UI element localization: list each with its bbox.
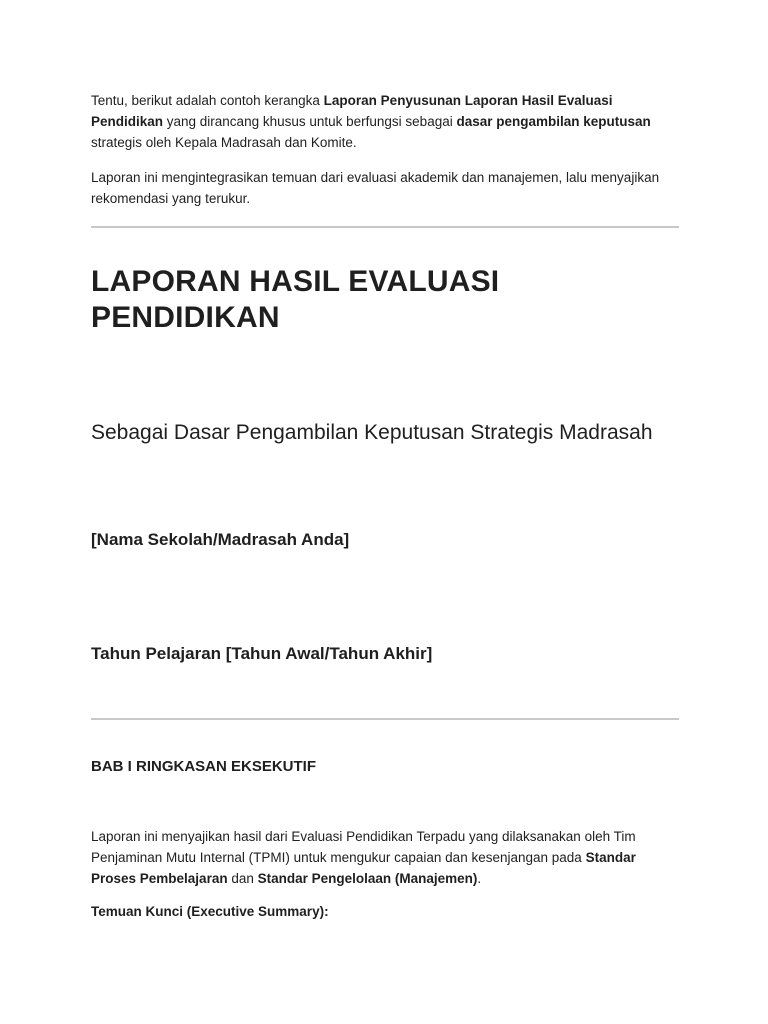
intro-paragraph-2: Laporan ini mengintegrasikan temuan dari evaluasi akademik dan manajemen, lalu menyajikan rekomendasi yang terukur. [91,170,660,206]
section-divider [91,718,679,720]
chapter-paragraph [91,826,679,889]
chapter-heading: BAB I RINGKASAN EKSEKUTIF [91,758,317,775]
intro-text-2: yang dirancang khusus untuk berfungsi sebagai [163,114,457,129]
chapter-text-2: dan [227,871,258,886]
document-page [91,90,679,922]
academic-year-line: Tahun Pelajaran [Tahun Awal/Tahun Akhir] [91,644,433,663]
intro-paragraph-1 [91,90,679,153]
intro-bold-report-title: Laporan Penyusunan Laporan Hasil Evaluasi Pendidikan [91,93,613,129]
section-divider [91,226,679,228]
intro-text-3: strategis oleh Kepala Madrasah dan Komite. [91,135,357,150]
intro-text-1: Tentu, berikut adalah contoh kerangka [91,93,324,108]
intro-bold-decision-basis: dasar pengambilan keputusan [456,114,651,129]
chapter-bold-management-standard: Standar Pengelolaan (Manajemen) [257,871,478,886]
chapter-text-3: . [477,871,482,886]
chapter-text-1: Laporan ini menyajikan hasil dari Evaluasi Pendidikan Terpadu yang dilaksanakan oleh Tim Penjaminan Mutu Internal (TPMI) untuk mengukur capaian dan kesenjangan pada [91,829,636,865]
school-name-placeholder: [Nama Sekolah/Madrasah Anda] [91,530,350,549]
report-subtitle: Sebagai Dasar Pengambilan Keputusan Strategis Madrasah [91,421,653,444]
report-title: LAPORAN HASIL EVALUASI PENDIDIKAN [91,265,500,334]
chapter-bold-process-standard: Standar Proses Pembelajaran [91,850,636,886]
key-findings-label: Temuan Kunci (Executive Summary): [91,904,329,919]
